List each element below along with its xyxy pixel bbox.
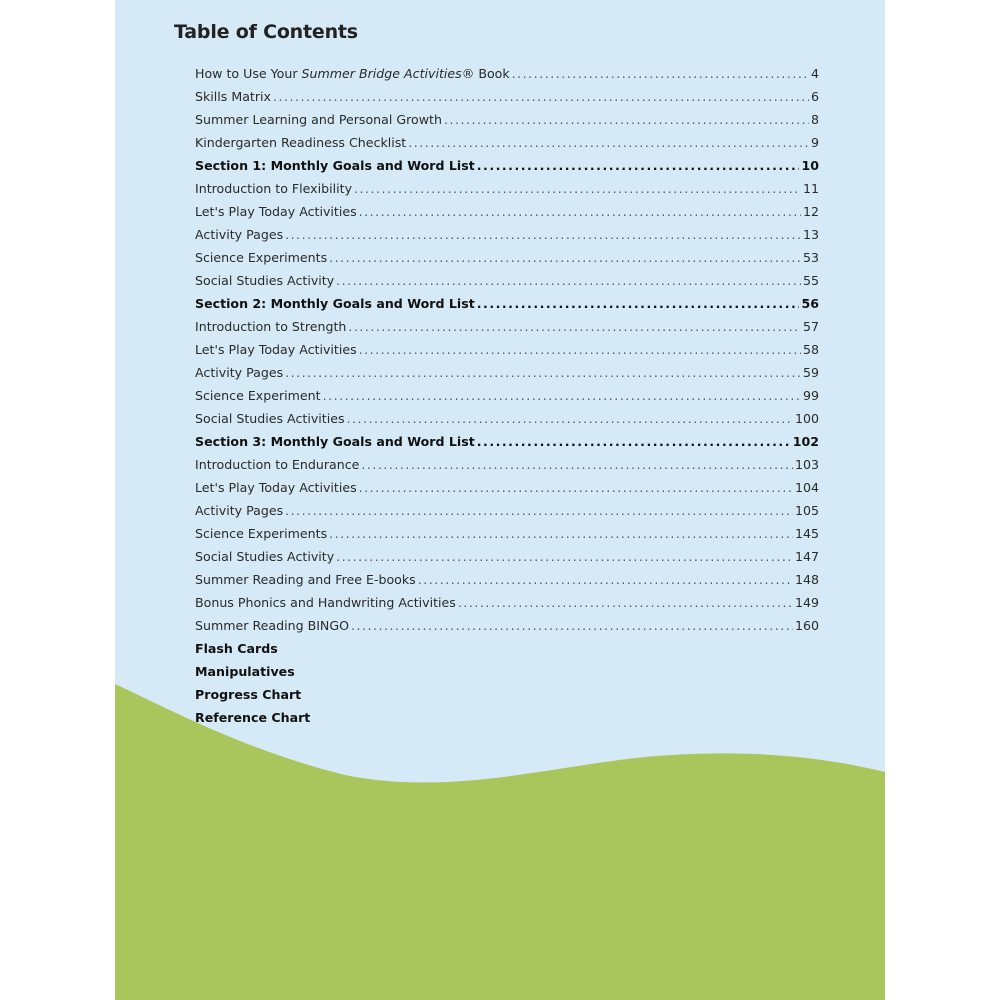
- toc-entry-label: Science Experiment: [195, 388, 321, 403]
- toc-entry-label: Skills Matrix: [195, 89, 271, 104]
- toc-entry-label: Activity Pages: [195, 503, 284, 518]
- page-title: Table of Contents: [174, 21, 358, 43]
- dot-leader: [285, 361, 801, 384]
- dot-leader: [418, 568, 793, 591]
- table-of-contents: [195, 62, 819, 729]
- toc-entry: [195, 338, 819, 361]
- toc-entry-page: 104: [794, 480, 819, 495]
- toc-entry-page: 145: [794, 526, 819, 541]
- dot-leader: [323, 384, 801, 407]
- toc-entry-page: 4: [810, 66, 819, 81]
- toc-entry-page: 102: [792, 434, 819, 449]
- toc-entry: [195, 223, 819, 246]
- toc-entry-page: 55: [802, 273, 819, 288]
- dot-leader: [359, 338, 801, 361]
- dot-leader: [477, 292, 800, 315]
- dot-leader: [336, 545, 793, 568]
- toc-entry-label: Activity Pages: [195, 365, 284, 380]
- dot-leader: [351, 614, 793, 637]
- dot-leader: [348, 315, 801, 338]
- toc-section-entry: [195, 154, 819, 177]
- dot-leader: [477, 154, 800, 177]
- toc-entry: [195, 361, 819, 384]
- toc-entry-label: Kindergarten Readiness Checklist: [195, 135, 407, 150]
- toc-entry-label-suffix: ® Book: [461, 66, 510, 81]
- toc-entry: [195, 384, 819, 407]
- toc-section-entry: [195, 430, 819, 453]
- dot-leader: [359, 476, 793, 499]
- toc-entry-label: Summer Learning and Personal Growth: [195, 112, 442, 127]
- toc-entry: [195, 614, 819, 637]
- dot-leader: [361, 453, 793, 476]
- toc-entry-label: Science Experiments: [195, 526, 328, 541]
- toc-entry-page: 147: [794, 549, 819, 564]
- toc-entry-label: Progress Chart: [195, 687, 302, 702]
- dot-leader: [329, 522, 793, 545]
- dot-leader: [273, 85, 809, 108]
- toc-entry-label: Let's Play Today Activities: [195, 342, 357, 357]
- toc-entry: [195, 591, 819, 614]
- toc-entry-page: 148: [794, 572, 819, 587]
- toc-entry-label: Activity Pages: [195, 227, 284, 242]
- toc-entry-page: 56: [801, 296, 819, 311]
- toc-entry: [195, 200, 819, 223]
- toc-entry-label: Social Studies Activity: [195, 549, 335, 564]
- toc-entry: [195, 108, 819, 131]
- toc-entry-page: 59: [802, 365, 819, 380]
- dot-leader: [477, 430, 791, 453]
- toc-entry-label: Flash Cards: [195, 641, 278, 656]
- toc-entry: [195, 407, 819, 430]
- toc-entry-page: 58: [802, 342, 819, 357]
- toc-entry: [195, 131, 819, 154]
- toc-entry-page: 149: [794, 595, 819, 610]
- toc-entry-label: Social Studies Activity: [195, 273, 335, 288]
- toc-entry: [195, 522, 819, 545]
- toc-entry-page: 53: [802, 250, 819, 265]
- dot-leader: [347, 407, 793, 430]
- toc-entry: [195, 177, 819, 200]
- dot-leader: [512, 62, 809, 85]
- toc-entry-page: 160: [794, 618, 819, 633]
- toc-entry: [195, 85, 819, 108]
- toc-entry-page: 10: [801, 158, 819, 173]
- dot-leader: [285, 223, 801, 246]
- toc-extra-entry: [195, 683, 819, 706]
- toc-entry-label: Introduction to Strength: [195, 319, 347, 334]
- toc-entry-label: Science Experiments: [195, 250, 328, 265]
- toc-entry: [195, 545, 819, 568]
- dot-leader: [444, 108, 809, 131]
- toc-entry-label: Let's Play Today Activities: [195, 480, 357, 495]
- toc-entry-label: Introduction to Flexibility: [195, 181, 353, 196]
- toc-entry-label: Bonus Phonics and Handwriting Activities: [195, 595, 456, 610]
- toc-entry-label-prefix: How to Use Your: [195, 66, 302, 81]
- toc-entry-label: Introduction to Endurance: [195, 457, 360, 472]
- toc-entry-page: 12: [802, 204, 819, 219]
- toc-extra-entry: [195, 637, 819, 660]
- toc-entry: [195, 315, 819, 338]
- dot-leader: [458, 591, 793, 614]
- toc-entry-label: Summer Reading and Free E-books: [195, 572, 416, 587]
- toc-section-entry: [195, 292, 819, 315]
- toc-entry: [195, 269, 819, 292]
- toc-entry-label: Section 1: Monthly Goals and Word List: [195, 158, 475, 173]
- document-page: [115, 0, 885, 1000]
- toc-entry: [195, 568, 819, 591]
- toc-entry: [195, 246, 819, 269]
- toc-entry-label: Summer Reading BINGO: [195, 618, 350, 633]
- toc-entry-page: 99: [802, 388, 819, 403]
- toc-entry: [195, 62, 819, 85]
- toc-entry-label: Social Studies Activities: [195, 411, 345, 426]
- toc-entry-page: 57: [802, 319, 819, 334]
- toc-entry-page: 6: [810, 89, 819, 104]
- book-title-italic: Summer Bridge Activities: [301, 66, 462, 81]
- toc-entry-label: Reference Chart: [195, 710, 311, 725]
- toc-entry-page: 103: [794, 457, 819, 472]
- dot-leader: [336, 269, 801, 292]
- toc-entry-page: 9: [810, 135, 819, 150]
- toc-entry-label: Section 2: Monthly Goals and Word List: [195, 296, 475, 311]
- toc-extra-entry: [195, 706, 819, 729]
- toc-entry-label: Section 3: Monthly Goals and Word List: [195, 434, 475, 449]
- toc-entry-page: 8: [810, 112, 819, 127]
- dot-leader: [354, 177, 801, 200]
- toc-entry-label: [195, 62, 510, 85]
- toc-entry-page: 11: [802, 181, 819, 196]
- toc-entry: [195, 453, 819, 476]
- toc-entry-page: 100: [794, 411, 819, 426]
- toc-entry: [195, 476, 819, 499]
- dot-leader: [285, 499, 793, 522]
- dot-leader: [408, 131, 809, 154]
- toc-entry-label: Let's Play Today Activities: [195, 204, 357, 219]
- green-hill-shape: [115, 684, 885, 1000]
- dot-leader: [359, 200, 801, 223]
- toc-extra-entry: [195, 660, 819, 683]
- toc-entry-page: 105: [794, 503, 819, 518]
- toc-entry-label: Manipulatives: [195, 664, 295, 679]
- toc-entry: [195, 499, 819, 522]
- toc-entry-page: 13: [802, 227, 819, 242]
- dot-leader: [329, 246, 801, 269]
